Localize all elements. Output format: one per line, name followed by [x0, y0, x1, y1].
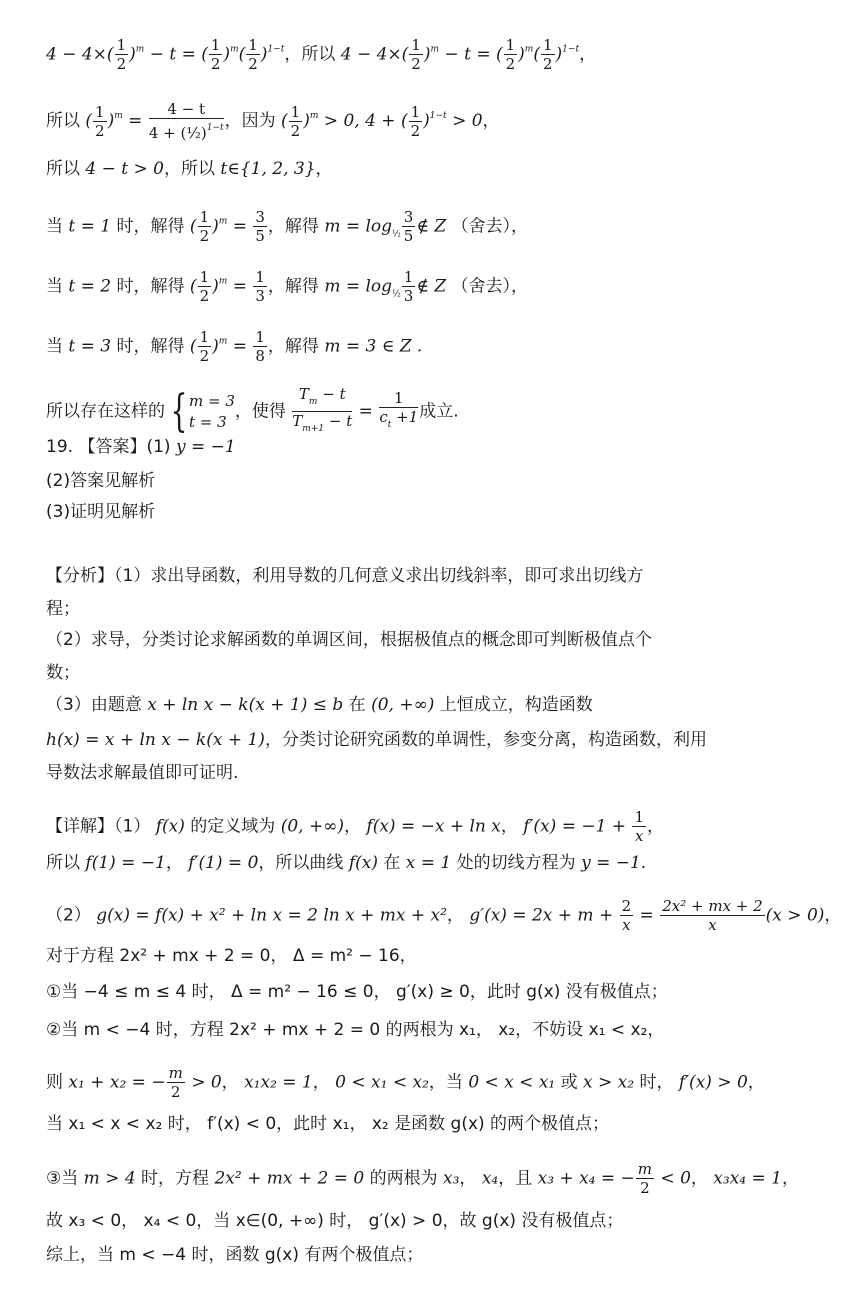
- line-25: 当 x₁ < x < x₂ 时， f′(x) < 0，此时 x₁， x₂ 是函数 g(x) 的两个极值点；: [46, 1114, 610, 1134]
- line-2: 所以 ( $\frac{1}{2}$ )$^m$ = $\frac{4 - t}{4 + (\frac{1}{2})^{1-t}}$ ，因为 ( $\frac{1}{2}$ )$^m$ > 0, 4 + ( $\frac{1}{2}$ )$^{1-t}$ > 0，: [46, 100, 500, 142]
- line-5: 当 t = 2 时，解得 ( $\frac{1}{2}$ )$^m$ = $\frac{1}{3}$ ，解得 $m = \log_{\frac{1}{2}}$ $\frac{1}{3}$ ∉ Z （舍去），: [46, 268, 529, 305]
- line-13: （2）求导，分类讨论求解函数的单调区间，根据极值点的概念即可判断极值点个: [46, 630, 652, 650]
- line-24: 则 x₁ + x₂ = − $\frac{m}{2}$ > 0， x₁x₂ = 1， 0 < x₁ < x₂，当 0 < x < x₁ 或 x > x₂ 时， f′(x) > 0，: [46, 1064, 765, 1101]
- line-27: 故 x₃ < 0， x₄ < 0，当 x∈(0, +∞) 时， g′(x) > 0，故 g(x) 没有极值点；: [46, 1211, 624, 1231]
- line-7: 所以存在这样的 { m = 3 t = 3 ，使得 $\frac{T_m - t}{T_{m+1} - t}$ = $\frac{1}{c_t +1}$ 成立.: [46, 385, 459, 437]
- line-3: 所以 4 − t > 0，所以 t∈{1, 2, 3}，: [46, 159, 333, 179]
- line-20: （2） g(x) = f(x) + x² + ln x = 2 ln x + mx + x²， g′(x) = 2x + m + $\frac{2}{x}$ = $\frac{\text{2x² + mx + 2}}{x}$ (x > 0)，: [46, 897, 841, 934]
- line-15: （3）由题意 x + ln x − k(x + 1) ≤ b 在 (0, +∞) 上恒成立，构造函数: [46, 695, 593, 715]
- line-4: 当 t = 1 时，解得 ( $\frac{1}{2}$ )$^m$ = $\frac{3}{5}$ ，解得 $m = \log_{\frac{1}{2}}$ $\frac{3}{5}$ ∉ Z （舍去），: [46, 208, 529, 245]
- line-28: 综上，当 m < −4 时，函数 g(x) 有两个极值点；: [46, 1245, 424, 1265]
- line-17: 导数法求解最值即可证明.: [46, 763, 239, 783]
- line-10: (3)证明见解析: [46, 502, 156, 522]
- line-22: ①当 −4 ≤ m ≤ 4 时， Δ = m² − 16 ≤ 0， g′(x) ≥ 0，此时 g(x) 没有极值点；: [46, 982, 668, 1002]
- line-19: 所以 f(1) = −1， f′(1) = 0，所以曲线 f(x) 在 x = 1 处的切线方程为 y = −1.: [46, 853, 647, 873]
- line-8: 19. 【答案】(1) y = −1: [46, 437, 236, 457]
- line-14: 数；: [46, 663, 80, 683]
- line-18: 【详解】（1） f(x) 的定义域为 (0, +∞)， f(x) = −x + ln x， f′(x) = −1 + $\frac{1}{x}$ ，: [46, 808, 664, 845]
- line-16: h(x) = x + ln x − k(x + 1)，分类讨论研究函数的单调性，参变分离，构造函数，利用: [46, 730, 707, 750]
- line-11: 【分析】（1）求出导函数，利用导数的几何意义求出切线斜率，即可求出切线方: [46, 566, 644, 586]
- line-21: 对于方程 2x² + mx + 2 = 0， Δ = m² − 16，: [46, 946, 417, 966]
- line-23: ②当 m < −4 时，方程 2x² + mx + 2 = 0 的两根为 x₁， x₂，不妨设 x₁ < x₂，: [46, 1020, 665, 1040]
- line-12: 程；: [46, 599, 80, 619]
- line-9: (2)答案见解析: [46, 471, 156, 491]
- line-1: 4 − 4×( $\frac{1}{2}$ )$^m$ − t = ( $\frac{1}{2}$ )$^m$( $\frac{1}{2}$ )$^{1-t}$，所以 4 − 4×( $\frac{1}{2}$ )$^m$ − t = ( $\frac{1}{2}$ )$^m$( $\frac{1}{2}$ )$^{1-t}$，: [46, 36, 597, 73]
- line-6: 当 t = 3 时，解得 ( $\frac{1}{2}$ )$^m$ = $\frac{1}{8}$ ，解得 m = 3 ∈ Z .: [46, 328, 423, 365]
- line-26: ③当 m > 4 时，方程 2x² + mx + 2 = 0 的两根为 x₃， x₄，且 x₃ + x₄ = − $\frac{m}{2}$ < 0， x₃x₄ = 1，: [46, 1160, 799, 1197]
